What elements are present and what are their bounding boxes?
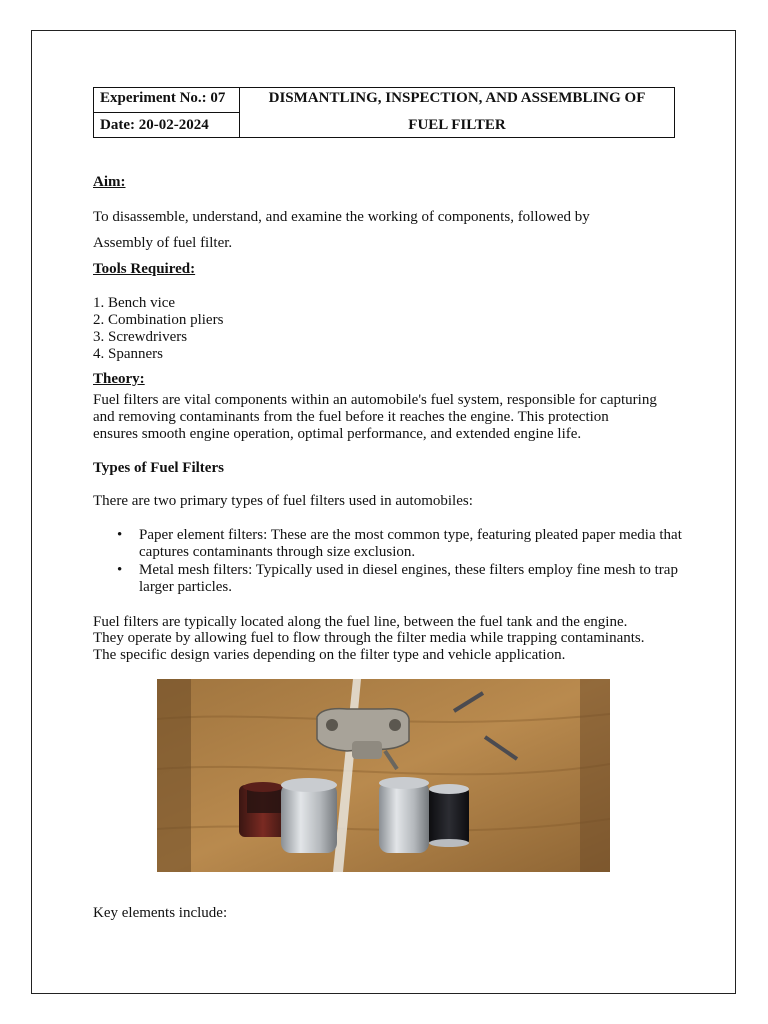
filter-types-list — [93, 527, 683, 596]
experiment-title-line2: FUEL FILTER — [408, 117, 506, 133]
experiment-date: Date: 20-02-2024 — [94, 113, 240, 137]
location-line: They operate by allowing fuel to flow through the filter media while trapping contaminants. — [93, 630, 645, 646]
theory-heading: Theory: — [93, 371, 145, 387]
experiment-title-line1: DISMANTLING, INSPECTION, AND ASSEMBLING OF — [268, 90, 646, 106]
aim-text-line1: To disassemble, understand, and examine the working of components, followed by — [93, 209, 590, 225]
bullet-icon: • — [117, 527, 123, 543]
fuel-filter-photo — [157, 679, 610, 872]
tool-item: 1. Bench vice — [93, 295, 176, 311]
list-item — [93, 527, 683, 561]
list-item — [93, 562, 683, 596]
types-heading: Types of Fuel Filters — [93, 460, 224, 476]
tool-item: 3. Screwdrivers — [93, 329, 188, 345]
list-item-text: Metal mesh filters: Typically used in diesel engines, these filters employ fine mesh to trap larger particles. — [139, 562, 678, 595]
aim-heading: Aim: — [93, 174, 126, 190]
types-intro: There are two primary types of fuel filters used in automobiles: — [93, 493, 473, 509]
location-line: The specific design varies depending on the filter type and vehicle application. — [93, 647, 566, 663]
list-item-text: Paper element filters: These are the most common type, featuring pleated paper media that captures contaminants through size exclusion. — [139, 527, 682, 560]
tools-heading: Tools Required: — [93, 261, 196, 277]
tool-item: 2. Combination pliers — [93, 312, 224, 328]
key-elements-text: Key elements include: — [93, 905, 228, 921]
bullet-icon: • — [117, 562, 123, 578]
experiment-number: Experiment No.: 07 — [94, 88, 240, 113]
theory-line: ensures smooth engine operation, optimal performance, and extended engine life. — [93, 426, 582, 442]
theory-line: and removing contaminants from the fuel before it reaches the engine. This protection — [93, 409, 609, 425]
tool-item: 4. Spanners — [93, 346, 163, 362]
experiment-header-table — [93, 87, 675, 138]
location-line: Fuel filters are typically located along the fuel line, between the fuel tank and the engine. — [93, 614, 628, 630]
aim-text-line2: Assembly of fuel filter. — [93, 235, 233, 251]
theory-line: Fuel filters are vital components within an automobile's fuel system, responsible for capturing — [93, 392, 657, 408]
